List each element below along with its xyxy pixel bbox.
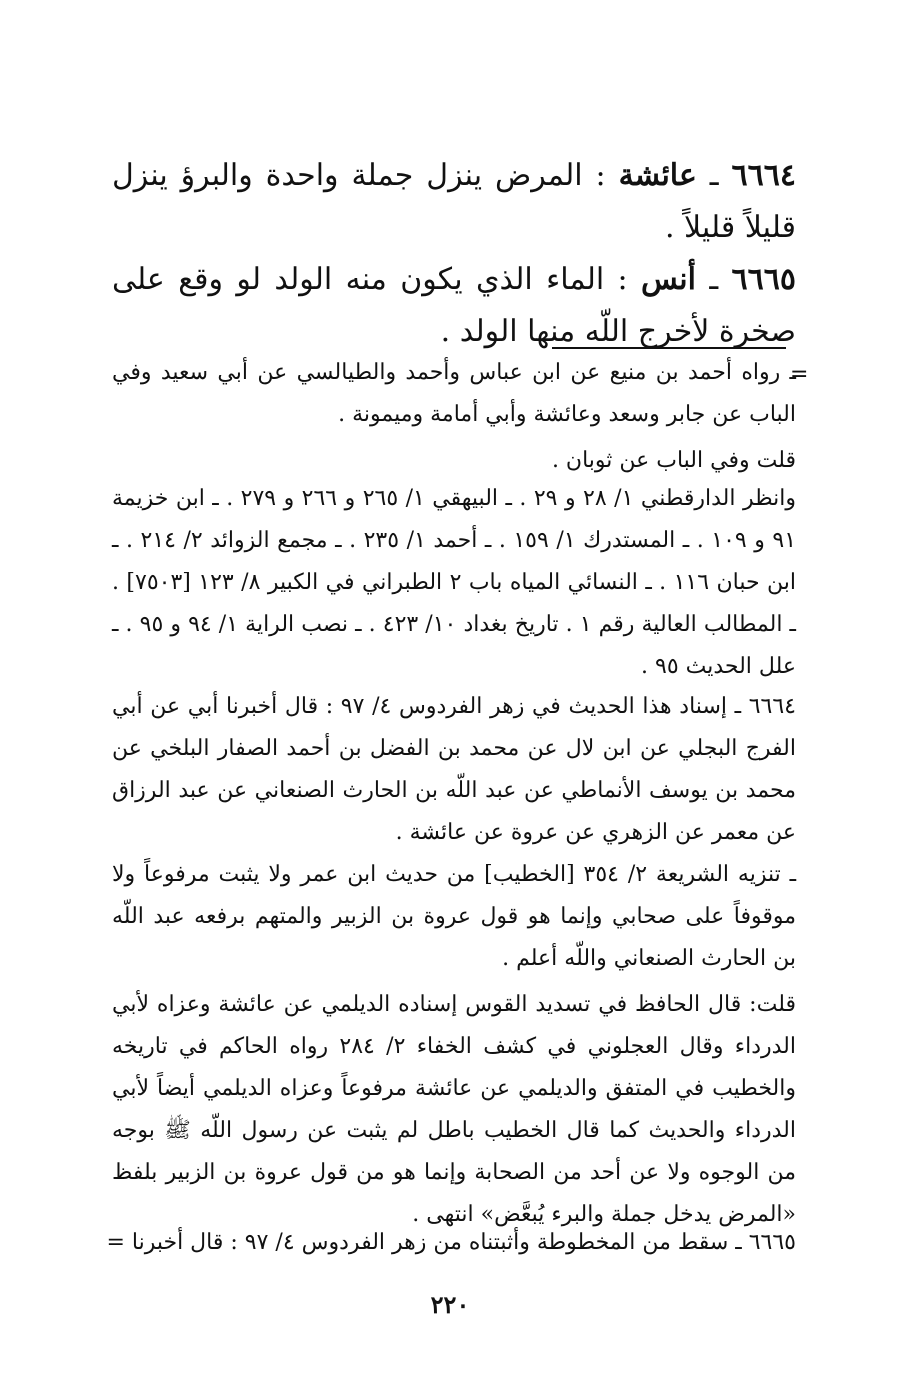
- hadith-narrator: عائشة: [618, 158, 697, 193]
- hadith-narrator: أنس: [641, 262, 696, 297]
- footnote-divider: [552, 347, 786, 349]
- footnote-paragraph: ٦٦٦٥ ـ سقط من المخطوطة وأثبتناه من زهر الفردوس ٤/ ٩٧ : قال أخبرنا =: [106, 1230, 796, 1255]
- hadith-6664: [112, 150, 796, 254]
- hadith-text: : المرض ينزل جملة واحدة والبرؤ ينزل قليلاً قليلاً .: [112, 158, 796, 245]
- footnote-paragraph: قلت: قال الحافظ في تسديد القوس إسناده الديلمي عن عائشة وعزاه لأبي الدرداء وقال العجلوني في كشف الخفاء ٢/ ٢٨٤ رواه الحاكم في تاريخه والخطيب في المتفق والديلمي عن عائشة مرفوعاً وعزاه الديلمي أيضاً لأبي الدرداء والحديث كما قال الخطيب باطل لم يثبت عن رسول اللّه ﷺ بوجه من الوجوه ولا عن أحد من الصحابة وإنما هو من قول عروة بن الزبير بلفظ «المرض يدخل جملة والبرء يُبعَّض» انتهى .: [112, 992, 797, 1227]
- hadith-6665: [112, 254, 796, 358]
- dash: ـ: [709, 158, 719, 193]
- footnote-paragraph: ـ رواه أحمد بن منيع عن ابن عباس وأحمد والطيالسي عن أبي سعيد وفي الباب عن جابر وسعد وعائشة وأبي أمامة وميمونة .: [112, 360, 796, 427]
- page-number: ٢٢٠: [430, 1290, 470, 1319]
- dash: ـ: [709, 262, 719, 297]
- footnote-paragraph: قلت وفي الباب عن ثوبان .: [551, 448, 796, 473]
- footnote-paragraph: ـ تنزيه الشريعة ٢/ ٣٥٤ [الخطيب] من حديث ابن عمر ولا يثبت مرفوعاً ولا موقوفاً على صحابي وإنما هو قول عروة بن الزبير والمتهم برفعه عبد اللّه بن الحارث الصنعاني واللّه أعلم .: [112, 862, 797, 971]
- footnote-paragraph: وانظر الدارقطني ١/ ٢٨ و ٢٩ . ـ البيهقي ١/ ٢٦٥ و ٢٦٦ و ٢٧٩ . ـ ابن خزيمة ٩١ و ١٠٩ . ـ المستدرك ١/ ١٥٩ . ـ أحمد ١/ ٢٣٥ . ـ مجمع الزوائد ٢/ ٢١٤ . ـ ابن حبان ١١٦ . ـ النسائي المياه باب ٢ الطبراني في الكبير ٨/ ١٢٣ [٧٥٠٣] . ـ المطالب العالية رقم ١ . تاريخ بغداد ١٠/ ٤٢٣ . ـ نصب الراية ١/ ٩٤ و ٩٥ . ـ علل الحديث ٩٥ .: [112, 486, 797, 679]
- footnote-paragraph: ٦٦٦٤ ـ إسناد هذا الحديث في زهر الفردوس ٤/ ٩٧ : قال أخبرنا أبي عن أبي الفرج البجلي عن ابن لال عن محمد بن الفضل بن أحمد الصفار البلخي عن محمد بن يوسف الأنماطي عن عبد اللّه بن الحارث الصنعاني عن عبد الرزاق عن معمر عن الزهري عن عروة عن عائشة .: [112, 694, 796, 845]
- hadith-number: ٦٦٦٥: [731, 262, 796, 297]
- continuation-marker: =: [790, 362, 809, 387]
- hadith-text: : الماء الذي يكون منه الولد لو وقع على صخرة لأخرج اللّه منها الولد .: [112, 262, 796, 349]
- hadith-number: ٦٦٦٤: [731, 158, 796, 193]
